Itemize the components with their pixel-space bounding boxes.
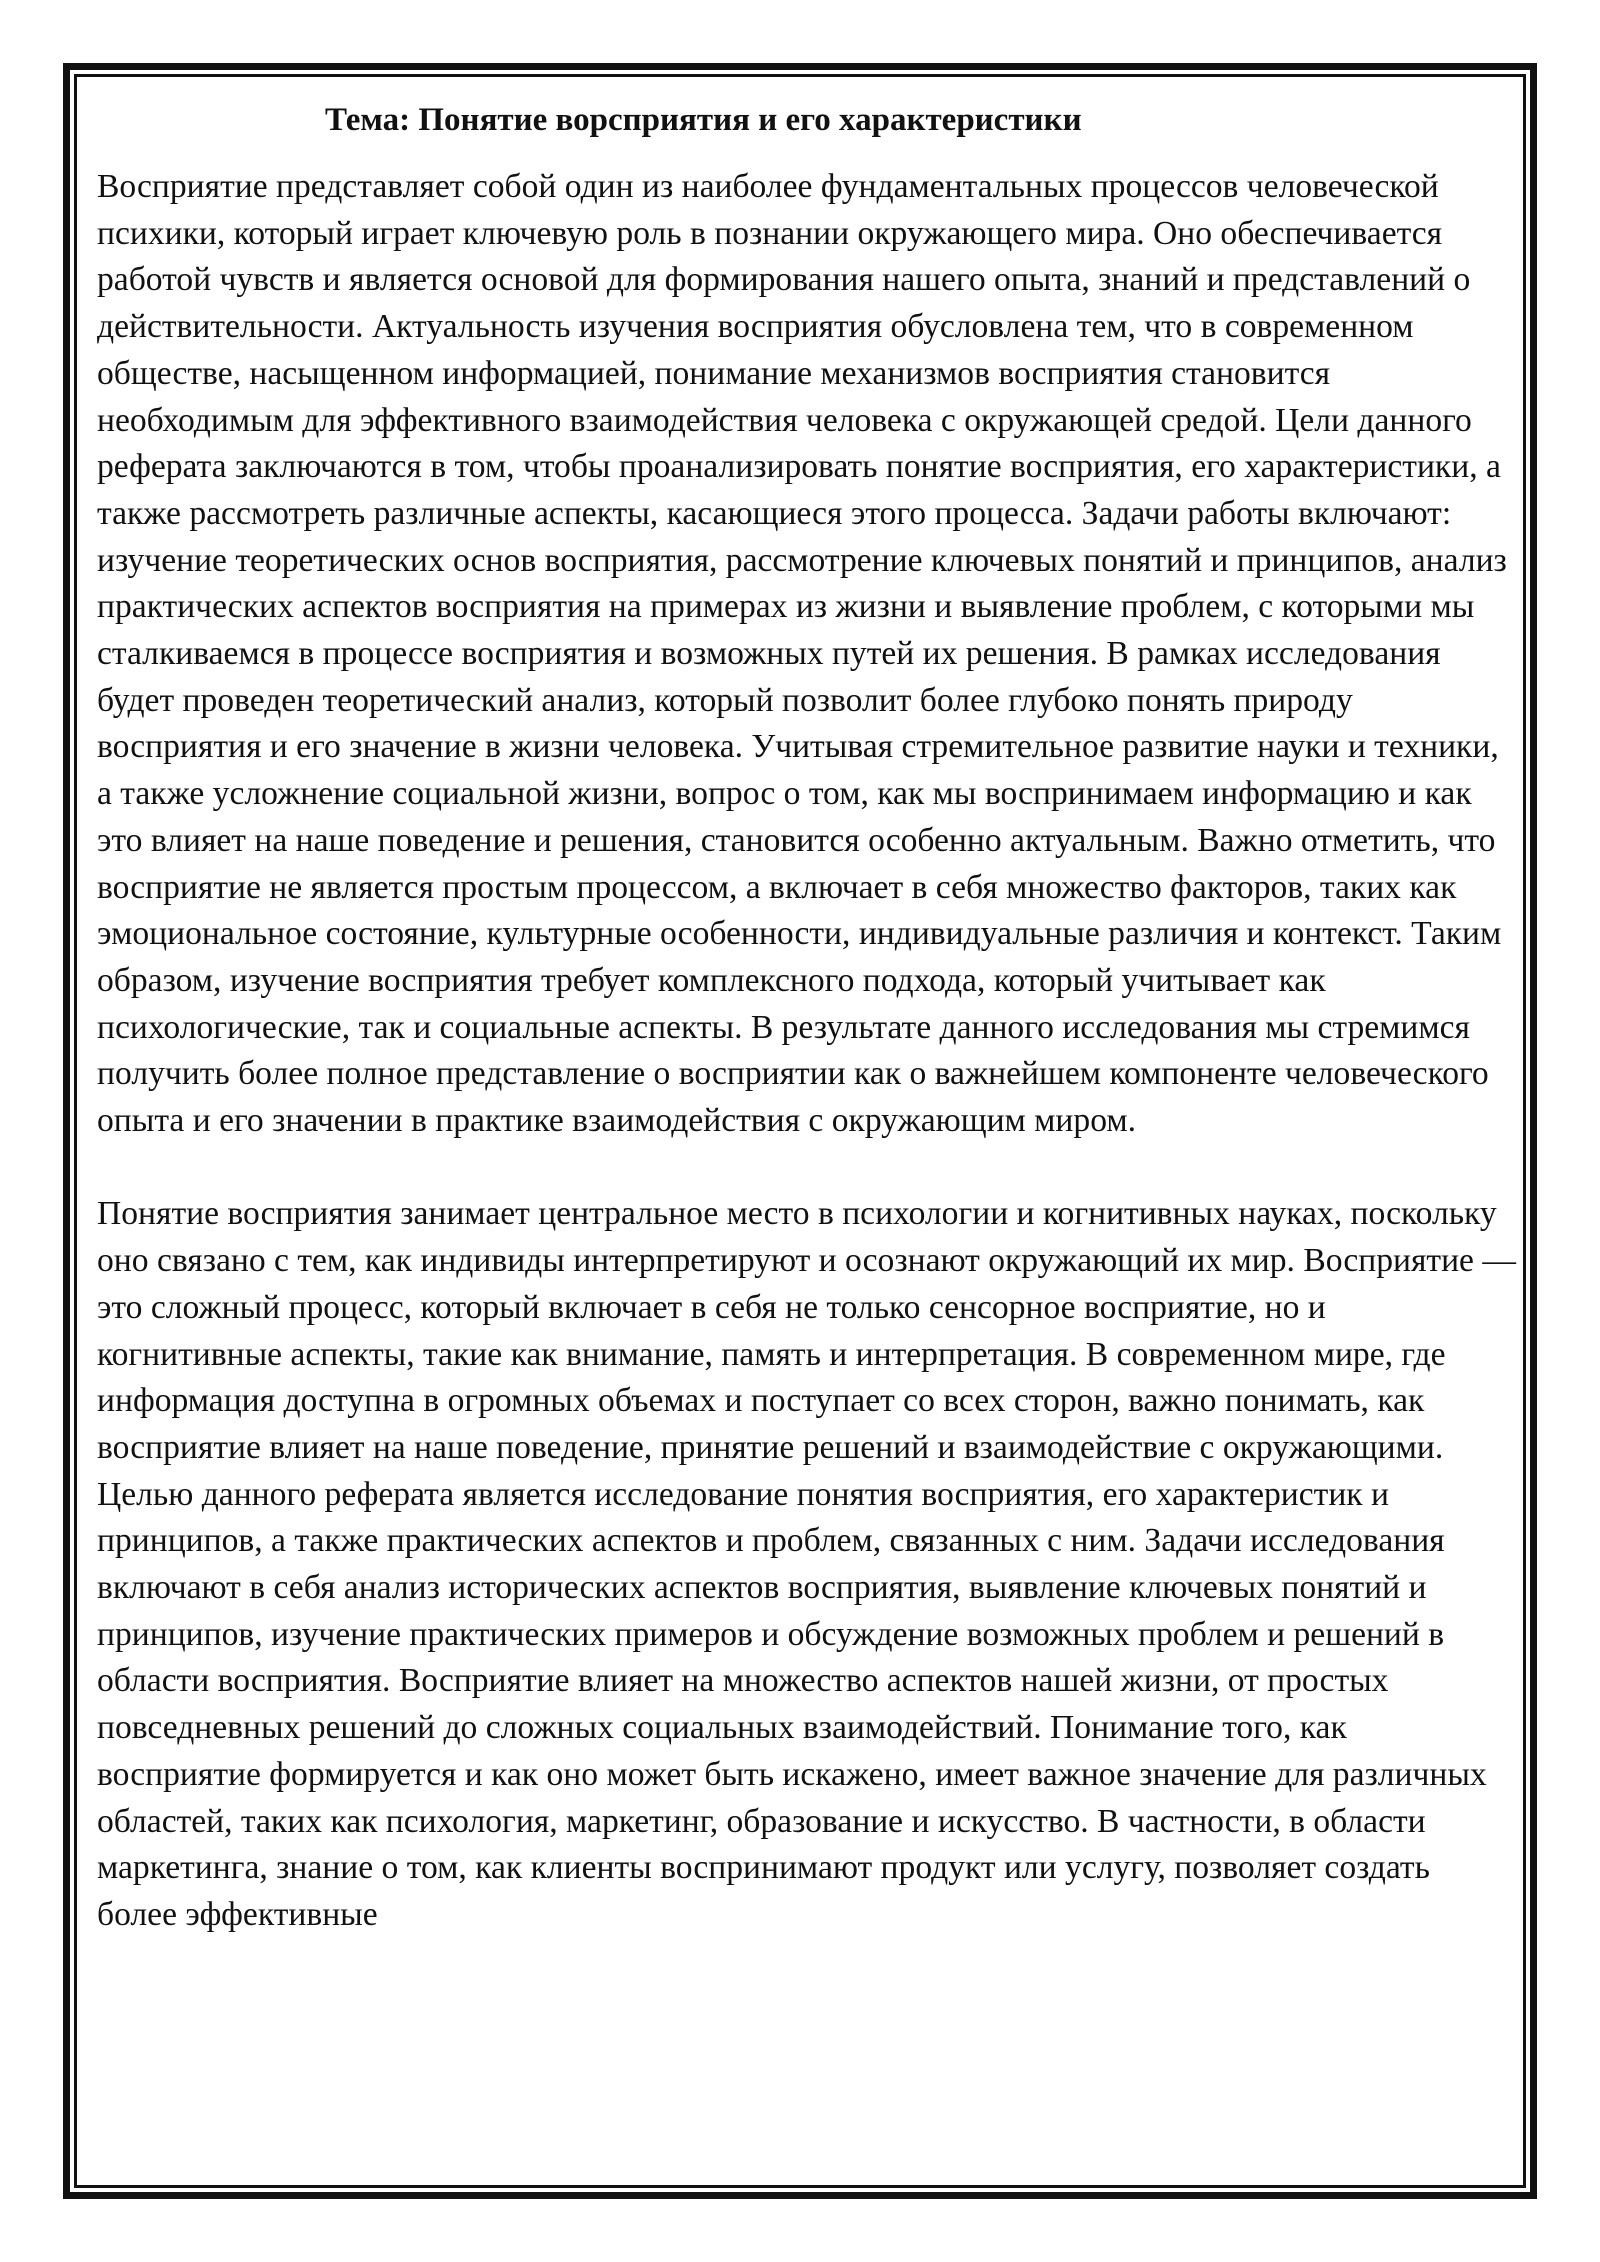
document-body bbox=[97, 98, 1517, 2138]
document-title: Тема: Понятие ворсприятия и его характеристики bbox=[325, 102, 1082, 138]
paragraph-concept: Понятие восприятия занимает центральное место в психологии и когнитивных науках, поскольку оно связано с тем, как индивиды интерпретируют и осознают окружающий их мир. Восприятие — это сложный процесс, который включает в себя не только сенсорное восприятие, но и когнитивные аспекты, такие как внимание, память и интерпретация. В современном мире, где информация доступна в огромных объемах и поступает со всех сторон, важно понимать, как восприятие влияет на наше поведение, принятие решений и взаимодействие с окружающими. Целью данного реферата является исследование понятия восприятия, его характеристик и принципов, а также практических аспектов и проблем, связанных с ним. Задачи исследования включают в себя анализ исторических аспектов восприятия, выявление ключевых понятий и принципов, изучение практических примеров и обсуждение возможных проблем и решений в области восприятия. Восприятие влияет на множество аспектов нашей жизни, от простых повседневных решений до сложных социальных взаимодействий. Понимание того, как восприятие формируется и как оно может быть искажено, имеет важное значение для различных областей, таких как психология, маркетинг, образование и искусство. В частности, в области маркетинга, знание о том, как клиенты воспринимают продукт или услугу, позволяет создать более эффективные bbox=[97, 1195, 1516, 1933]
paragraph-introduction: Восприятие представляет собой один из наиболее фундаментальных процессов человеческой психики, который играет ключевую роль в познании окружающего мира. Оно обеспечивается работой чувств и является основой для формирования нашего опыта, знаний и представлений о действительности. Актуальность изучения восприятия обусловлена тем, что в современном обществе, насыщенном информацией, понимание механизмов восприятия становится необходимым для эффективного взаимодействия человека с окружающей средой. Цели данного реферата заключаются в том, чтобы проанализировать понятие восприятия, его характеристики, а также рассмотреть различные аспекты, касающиеся этого процесса. Задачи работы включают: изучение теоретических основ восприятия, рассмотрение ключевых понятий и принципов, анализ практических аспектов восприятия на примерах из жизни и выявление проблем, с которыми мы сталкиваемся в процессе восприятия и возможных путей их решения. В рамках исследования будет проведен теоретический анализ, который позволит более глубоко понять природу восприятия и его значение в жизни человека. Учитывая стремительное развитие науки и техники, а также усложнение социальной жизни, вопрос о том, как мы воспринимаем информацию и как это влияет на наше поведение и решения, становится особенно актуальным. Важно отметить, что восприятие не является простым процессом, а включает в себя множество факторов, таких как эмоциональное состояние, культурные особенности, индивидуальные различия и контекст. Таким образом, изучение восприятия требует комплексного подхода, который учитывает как психологические, так и социальные аспекты. В результате данного исследования мы стремимся получить более полное представление о восприятии как о важнейшем компоненте человеческого опыта и его значении в практике взаимодействия с окружающим миром. bbox=[97, 168, 1507, 1140]
